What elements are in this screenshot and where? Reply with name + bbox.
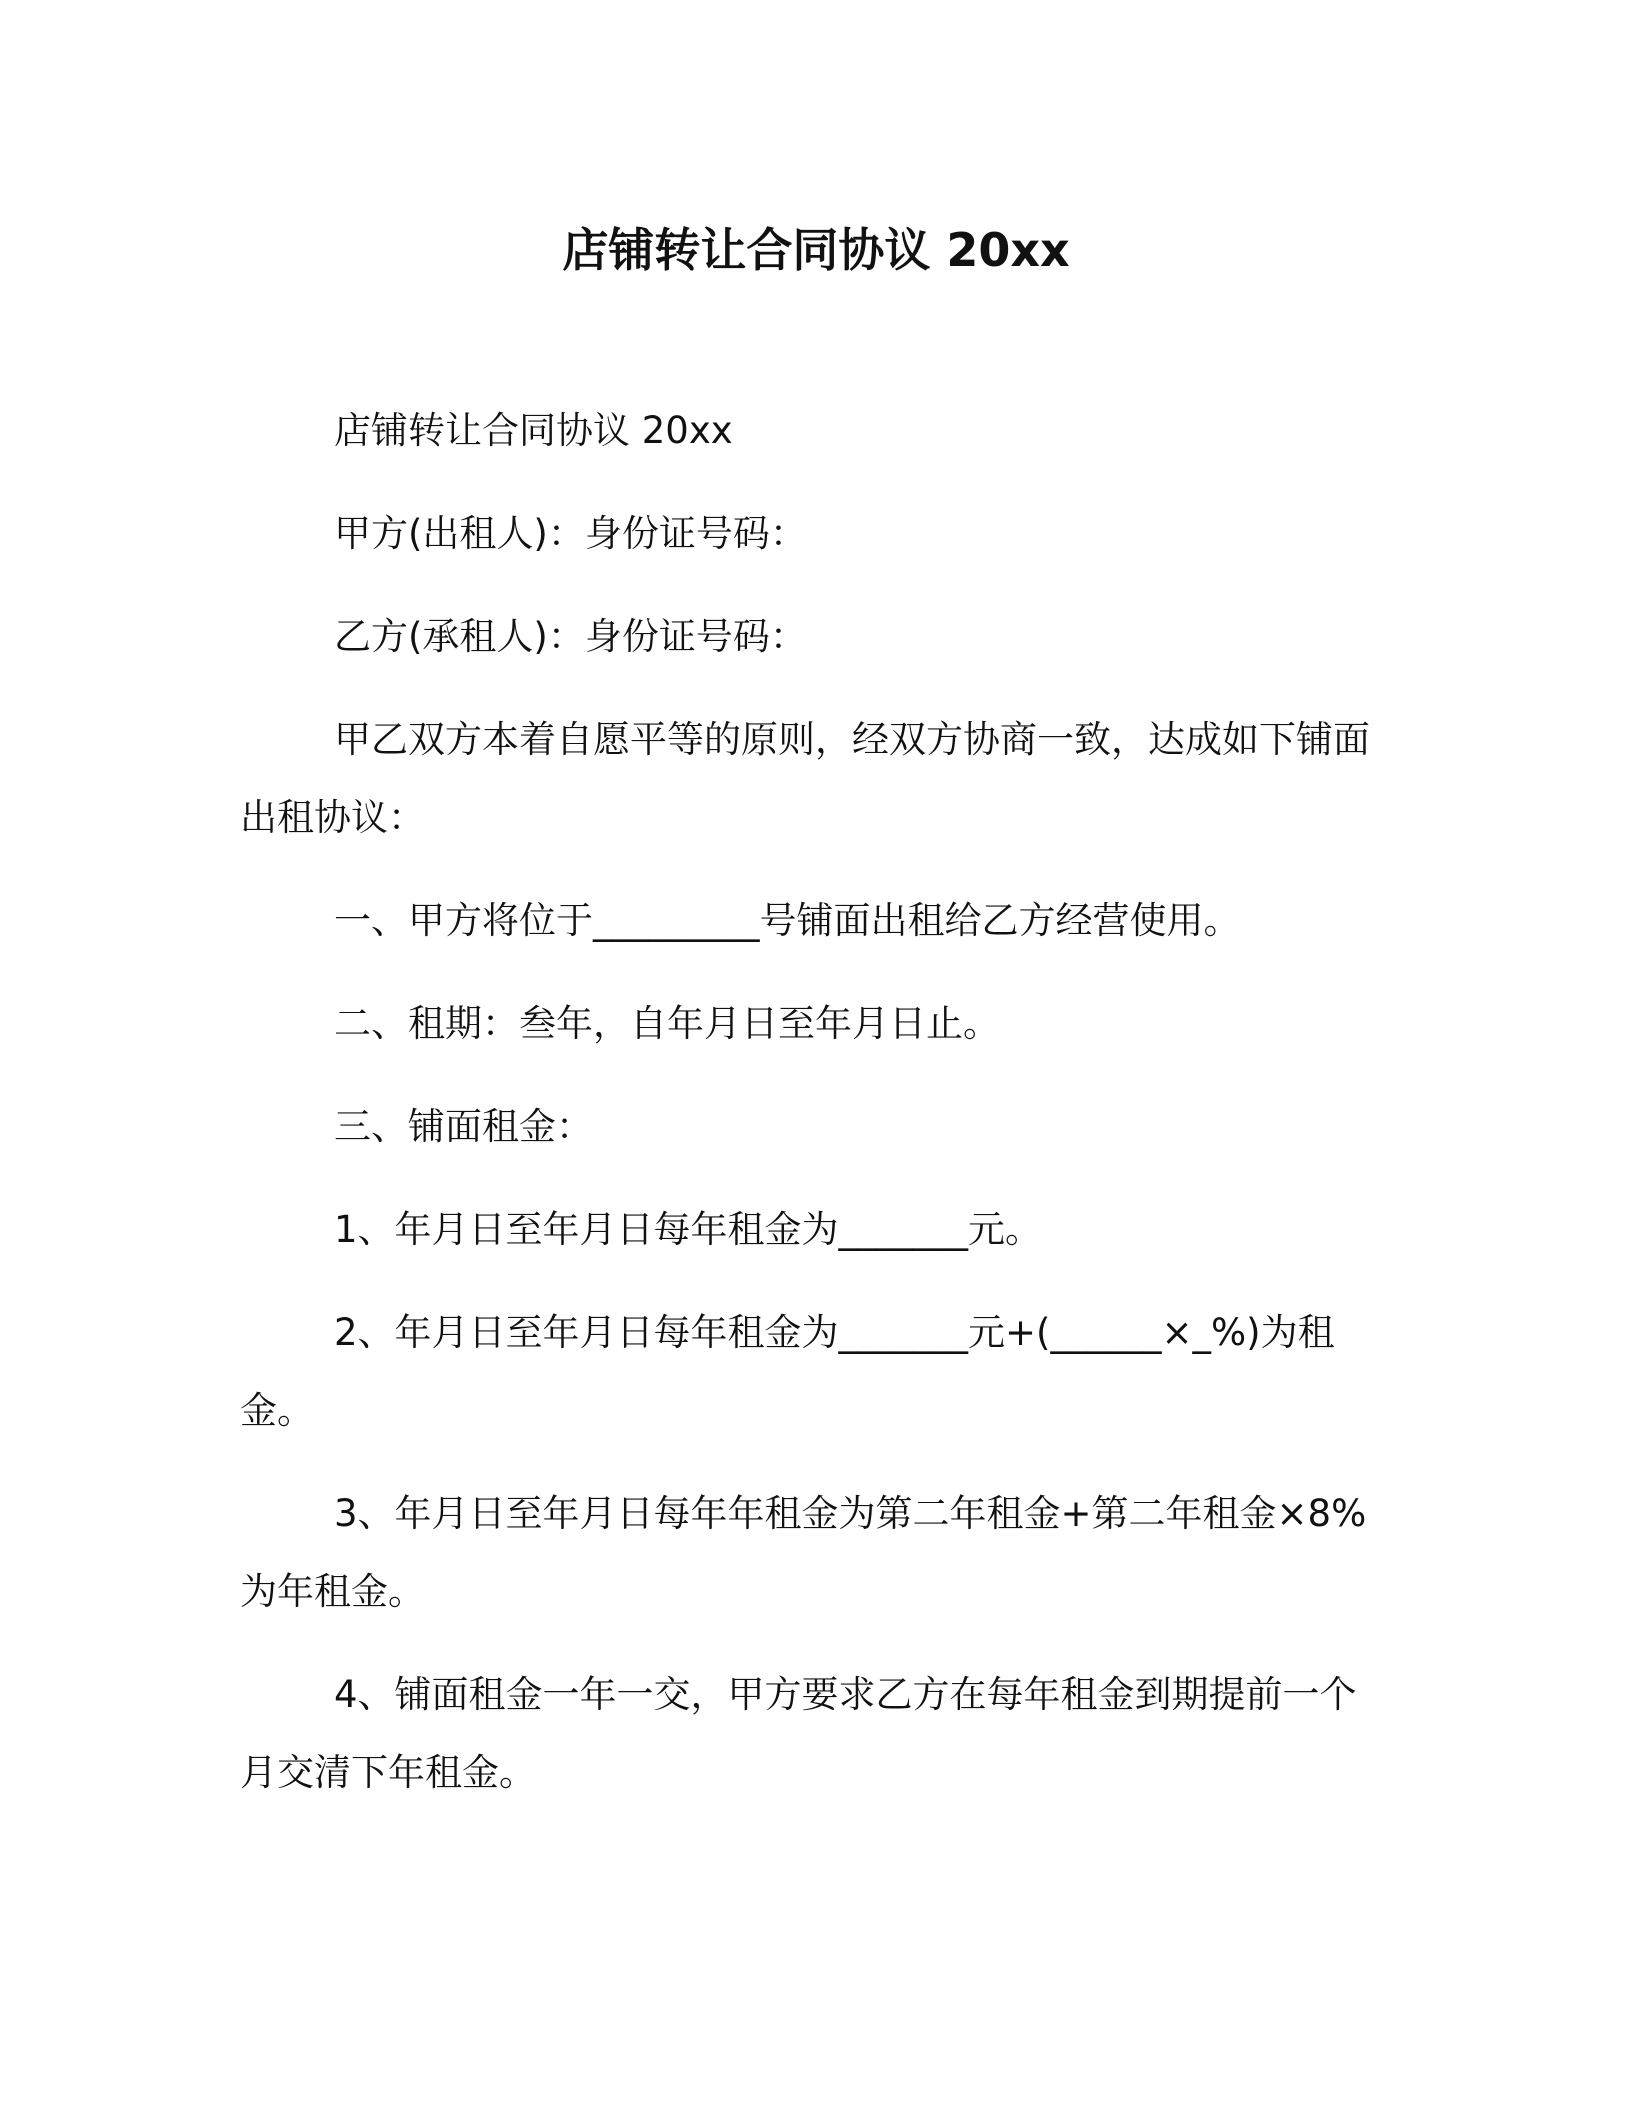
paragraph-party-a: 甲方(出租人)：身份证号码： [334,512,807,555]
paragraph-clause-3: 三、铺面租金： [334,1105,593,1148]
paragraph-party-b: 乙方(承租人)：身份证号码： [334,615,807,658]
paragraph-clause-2: 二、租期：叁年，自年月日至年月日止。 [334,1002,1000,1045]
paragraph-clause-1: 一、甲方将位于_________号铺面出租给乙方经营使用。 [334,899,1241,942]
paragraph-preamble: 甲乙双方本着自愿平等的原则，经双方协商一致，达成如下铺面出租协议： [240,718,1370,839]
paragraph-rent-2: 2、年月日至年月日每年租金为_______元+(______×_%)为租金。 [240,1311,1335,1432]
paragraph-rent-3: 3、年月日至年月日每年年租金为第二年租金+第二年租金×8%为年租金。 [240,1492,1367,1613]
paragraph-rent-4: 4、铺面租金一年一交，甲方要求乙方在每年租金到期提前一个月交清下年租金。 [240,1673,1357,1794]
paragraph-rent-1: 1、年月日至年月日每年租金为_______元。 [334,1208,1043,1251]
paragraph-heading: 店铺转让合同协议 20xx [334,409,733,452]
document-body [240,392,1392,1837]
document-title: 店铺转让合同协议 20xx [562,223,1070,277]
